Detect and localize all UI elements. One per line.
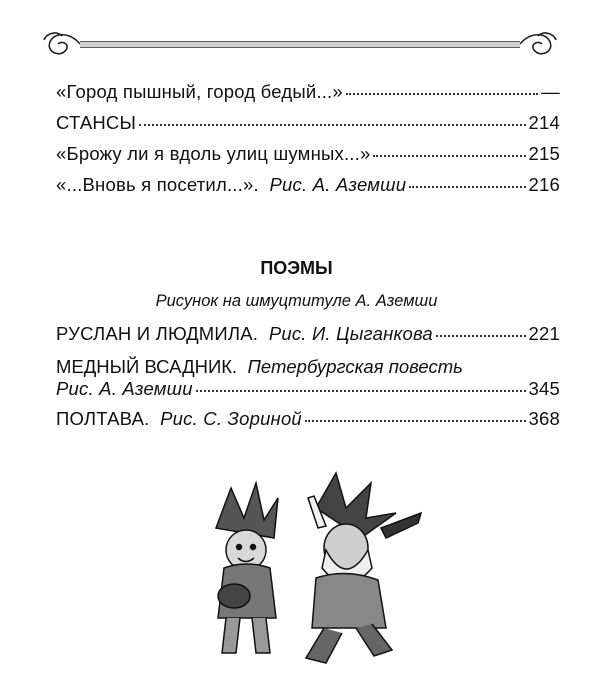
toc-entry-title: «...Вновь я посетил...». Рис. А. Аземши	[56, 174, 407, 195]
toc-entry	[56, 143, 560, 165]
dot-leader	[139, 124, 525, 126]
toc-entry-page: 216	[528, 174, 560, 195]
toc-entry	[56, 174, 560, 196]
dot-leader	[305, 420, 526, 422]
toc-entry-page: 215	[528, 143, 560, 164]
toc-entry-title: РУСЛАН И ЛЮДМИЛА. Рис. И. Цыганкова	[56, 323, 433, 344]
dot-leader	[373, 155, 525, 157]
toc-entry-illustrator: Рис. А. Аземши	[269, 174, 407, 195]
toc-entry-page: —	[541, 81, 560, 102]
toc-entry-title: «Брожу ли я вдоль улиц шумных...»	[56, 143, 371, 164]
dot-leader	[436, 335, 526, 337]
toc-entry-illustrator: Рис. А. Аземши	[56, 378, 193, 399]
dot-leader	[409, 186, 525, 188]
toc-entry	[56, 112, 560, 134]
toc-entry-title: СТАНСЫ	[56, 112, 137, 133]
toc-entry-title: МЕДНЫЙ ВСАДНИК. Петербургская повесть	[56, 356, 463, 377]
toc-entry	[56, 408, 560, 430]
toc-entry-page: 345	[528, 378, 560, 399]
toc-entry-illustrator: Рис. И. Цыганкова	[268, 323, 433, 344]
section-heading: ПОЭМЫ	[260, 258, 333, 278]
jesters-illustration	[196, 468, 426, 668]
toc-entry	[56, 378, 560, 400]
toc-entry-title: ПОЛТАВА. Рис. С. Зориной	[56, 408, 302, 429]
toc-entry-illustrator: Рис. С. Зориной	[160, 408, 302, 429]
toc-entry	[56, 81, 560, 103]
toc-entry	[56, 323, 560, 345]
toc-entry-title: «Город пышный, город бедый...»	[56, 81, 343, 102]
ornamental-rule-icon	[40, 28, 560, 62]
section-subtitle: Рисунок на шмуцтитуле А. Аземши	[155, 292, 438, 310]
toc-entry-page: 368	[528, 408, 560, 429]
toc-entry-subtitle: Петербургская повесть	[247, 356, 463, 377]
toc-entry-page: 214	[528, 112, 560, 133]
dot-leader	[196, 390, 526, 392]
toc-entry-page: 221	[528, 323, 560, 344]
dot-leader	[346, 93, 538, 95]
